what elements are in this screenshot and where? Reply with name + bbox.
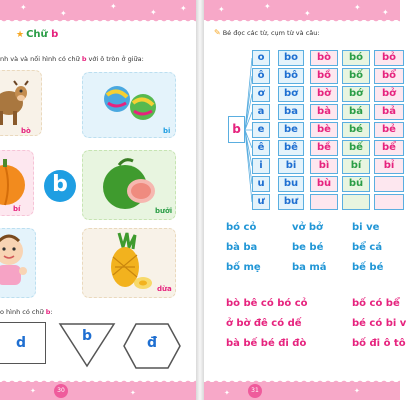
card-baby[interactable] [0,228,36,298]
syllable-cell: bù [310,176,338,192]
page-number: 30 [54,384,68,398]
syllable-cell: bò [310,50,338,66]
page-number: 31 [248,384,262,398]
vowel-cell: u [252,176,270,192]
syllable-cell: bả [374,104,404,120]
syllable-cell: bá [342,104,370,120]
word-item: bà ba [226,242,258,253]
syllable-cell: bố [342,68,370,84]
word-item: vở bở [292,222,323,233]
vowel-cell: a [252,104,270,120]
shape-rectangle[interactable] [0,322,46,364]
card-label: bi [163,127,171,135]
syllable-cell: bê [278,140,304,156]
card-label: bí [13,205,21,213]
shape-letter: đ [146,335,158,351]
card-pineapple[interactable] [82,228,176,298]
star-icon: ★ [16,30,25,40]
card-label: bò [21,127,31,135]
syllable-cell: bé [342,122,370,138]
syllable-cell: bư [278,194,304,210]
syllable-cell: bí [342,158,370,174]
section-title: ★ Chữ b [16,29,59,40]
syllable-cell: bề [310,140,338,156]
phrase-item: bố đi ô tô [352,338,406,349]
center-letter-circle[interactable]: b [44,170,76,202]
syllable-cell: bơ [278,86,304,102]
reading-instruction: ✎ Bé đọc các từ, cụm từ và câu: [214,28,320,37]
top-decor-band: ✦ ✦ ✦ ✦ ✦ [0,0,196,20]
word-item: bi ve [352,222,380,233]
right-page [204,0,406,400]
book-spine [196,0,204,400]
top-scallop [204,18,400,24]
phrase-item: bố có bể [352,298,400,309]
word-item: be bé [292,242,324,253]
word-item: bế bé [352,262,384,273]
syllable-cell: bờ [310,86,338,102]
bottom-decor-band: ✦ ✦ [0,382,196,400]
word-item: bố mẹ [226,262,261,273]
pencil-icon: ✎ [214,28,221,37]
vowel-cell: e [252,122,270,138]
syllable-cell: be [278,122,304,138]
syllable-cell: bu [278,176,304,192]
card-cow[interactable] [0,70,42,136]
vowel-cell: i [252,158,270,174]
syllable-cell: bi [278,158,304,174]
vowel-cell: o [252,50,270,66]
top-scallop [0,18,196,24]
instruction-color: o hình có chữ b: [0,308,53,316]
card-marbles[interactable] [82,72,176,138]
syllable-cell: bở [374,86,404,102]
vowel-cell: ư [252,194,270,210]
card-pumpkin[interactable] [0,150,34,216]
vowel-cell: ơ [252,86,270,102]
card-label: bưởi [155,207,173,215]
syllable-cell: bì [310,158,338,174]
syllable-cell: bẻ [374,122,404,138]
vowel-cell: ê [252,140,270,156]
syllable-cell [310,194,338,210]
phrase-item: bà bế bé đi đò [226,338,307,349]
baby-icon [0,229,37,299]
top-decor-band: ✦ ✦ ✦ ✦ ✦ [204,0,400,20]
syllable-cell: bế [342,140,370,156]
card-label: dừa [157,285,172,293]
syllable-cell: ba [278,104,304,120]
syllable-cell: bồ [310,68,338,84]
consonant-box: b [228,116,245,143]
vowel-cell: ô [252,68,270,84]
syllable-cell: bớ [342,86,370,102]
syllable-cell: bú [342,176,370,192]
shape-letter: b [81,328,93,344]
syllable-cell: bo [278,50,304,66]
shape-letter: d [15,335,27,351]
syllable-cell: bỉ [374,158,404,174]
phrase-item: ở bờ đê có dế [226,318,302,329]
card-pomelo[interactable] [82,150,176,220]
bottom-decor-band: ✦ ✦ [204,382,400,400]
syllable-cell: bà [310,104,338,120]
syllable-cell: bô [278,68,304,84]
syllable-cell [374,176,404,192]
word-item: ba má [292,262,327,273]
left-page [0,0,196,400]
word-item: bể cá [352,242,383,253]
phrase-item: bé có bi v [352,318,406,329]
syllable-cell: bổ [374,68,404,84]
syllable-cell: bè [310,122,338,138]
syllable-cell [374,194,404,210]
syllable-cell [342,194,370,210]
phrase-item: bò bê có bó cỏ [226,298,308,309]
syllable-cell: bó [342,50,370,66]
instruction-connect: nh và và nối hình có chữ b với ô tròn ở giữa: [0,55,144,63]
syllable-cell: bể [374,140,404,156]
word-item: bó cỏ [226,222,257,233]
syllable-cell: bỏ [374,50,404,66]
